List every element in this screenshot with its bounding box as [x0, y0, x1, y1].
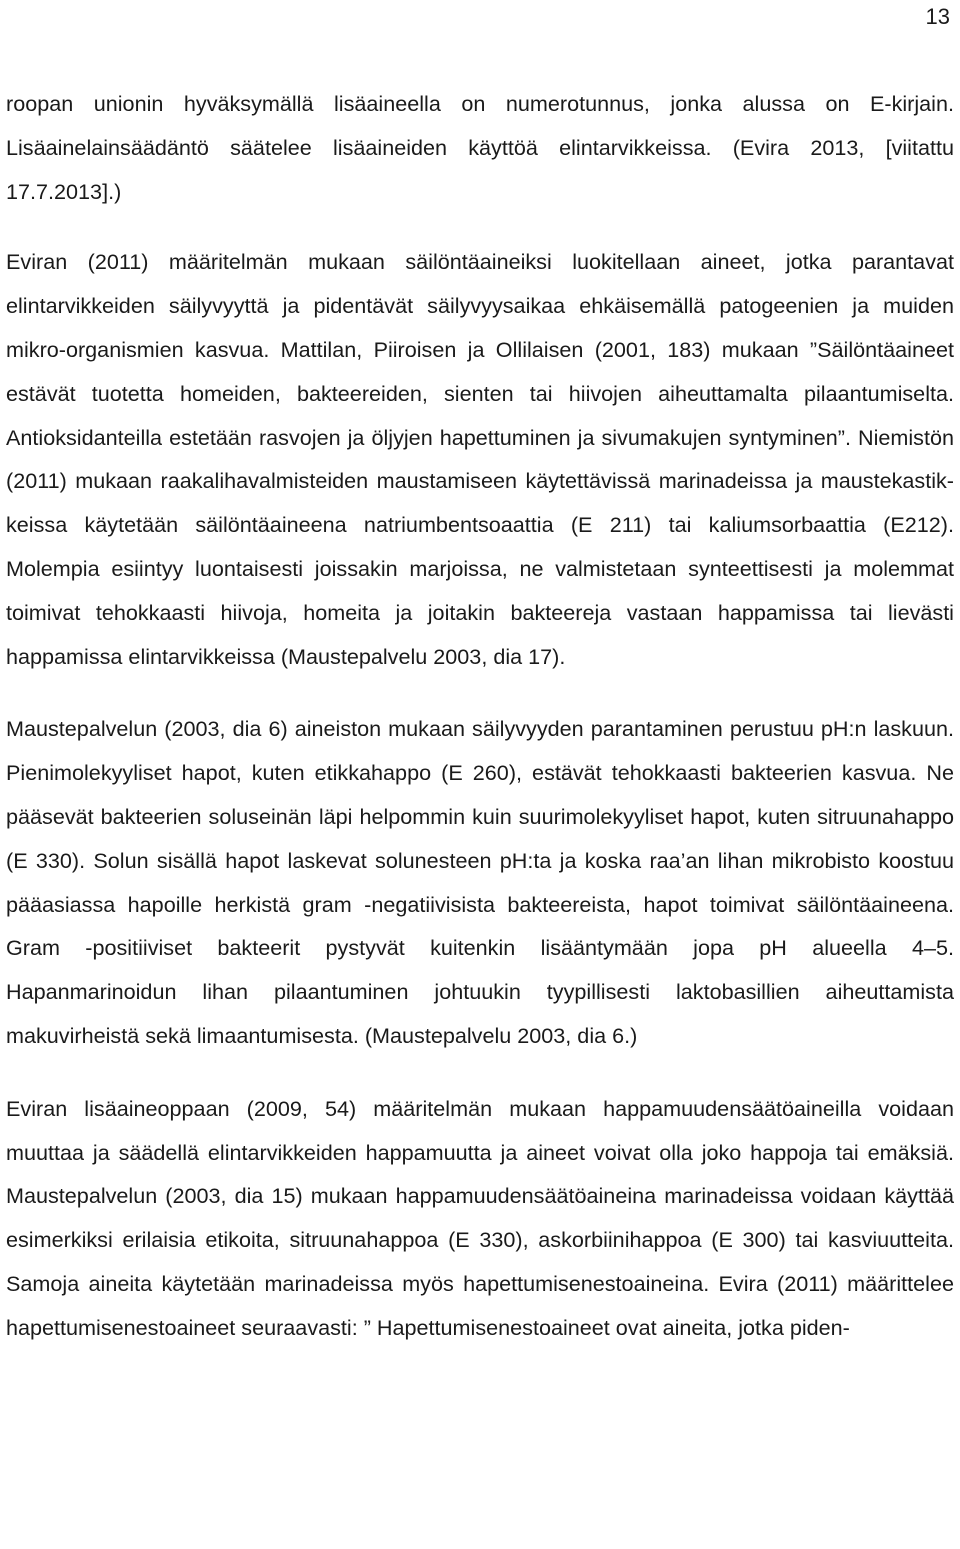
- page-number: 13: [925, 4, 950, 29]
- paragraph-acidity-regulators: Eviran lisäaineoppaan (2009, 54) määritelmän mukaan happamuudensäätöaineilla voidaan muuttaa ja säädellä elintarvikkeiden happamuutta ja aineet voivat olla joko happoja tai emäksiä. Maustepalvelun (2003, dia 15) mukaan happamuudensäätöaineina marinadeissa voidaan käyttää esimerkiksi erilaisia etikoita, sitruunahappoa (E 330), askorbiinihappoa (E 300) tai kasviuutteita. Samoja aineita käytetään marinadeissa myös hapettumisenestoaineina. Evira (2011) määrittelee hapettumisenestoaineet seuraavasti: ” Hapettumisenestoaineet ovat aineita, jotka piden-: [6, 1095, 954, 1340]
- paragraph-additive-legislation: roopan unionin hyväksymällä lisäaineella on numerotunnus, jonka alussa on E-kirjain. Lisäainelainsäädäntö säätelee lisäaineiden käyttöä elintarvikkeissa. (Evira 2013, [viitattu 17.7.2013].): [6, 91, 954, 204]
- paragraph-preservatives: Eviran (2011) määritelmän mukaan säilöntäaineiksi luokitellaan aineet, jotka parantavat elintarvikkeiden säilyvyyttä ja pidentävät säilyvyysaikaa ehkäisemällä patogeenien ja muiden mikro-organismien kasvua. Mattilan, Piiroisen ja Ollilaisen (2001, 183) mukaan ”Säilöntäaineet estävät tuotetta homeiden, bakteereiden, sienten tai hiivojen aiheuttamalta pilaantumiselta. Antioksidanteilla estetään rasvojen ja öljyjen hapettuminen ja sivumakujen syntyminen”. Niemistön (2011) mukaan raakalihavalmisteiden maustamiseen käytettävissä marinadeissa ja maustekastikkeissa käytetään säilöntäaineena natriumbentsoaattia (E 211) tai kaliumsorbaattia (E212). Molempia esiintyy luontaisesti joissakin marjoissa, ne valmistetaan synteettisesti ja molemmat toimivat tehokkaasti hiivoja, homeita ja joitakin bakteereja vastaan happamissa tai lievästi happamissa elintarvikkeissa (Maustepalvelu 2003, dia 17).: [6, 249, 954, 669]
- document-body: [6, 82, 954, 1350]
- paragraph-ph-lowering: Maustepalvelun (2003, dia 6) aineiston mukaan säilyvyyden parantaminen perustuu pH:n laskuun. Pienimolekyyliset hapot, kuten etikkahappo (E 260), estävät tehokkaasti bakteerien kasvua. Ne pääsevät bakteerien soluseinän läpi helpommin kuin suurimolekyyliset hapot, kuten sitruunahappo (E 330). Solun sisällä hapot laskevat solunesteen pH:ta ja koska raa’an lihan mikrobisto koostuu pääasiassa hapoille herkistä gram -negatiivisista bakteereista, hapot toimivat säilöntäaineena. Gram -positiiviset bakteerit pystyvät kuitenkin lisääntymään jopa pH alueella 4–5. Hapanmarinoidun lihan pilaantuminen johtuukin tyypillisesti laktobasillien aiheuttamista makuvirheistä sekä limaantumisesta. (Maustepalvelu 2003, dia 6.): [6, 716, 954, 1048]
